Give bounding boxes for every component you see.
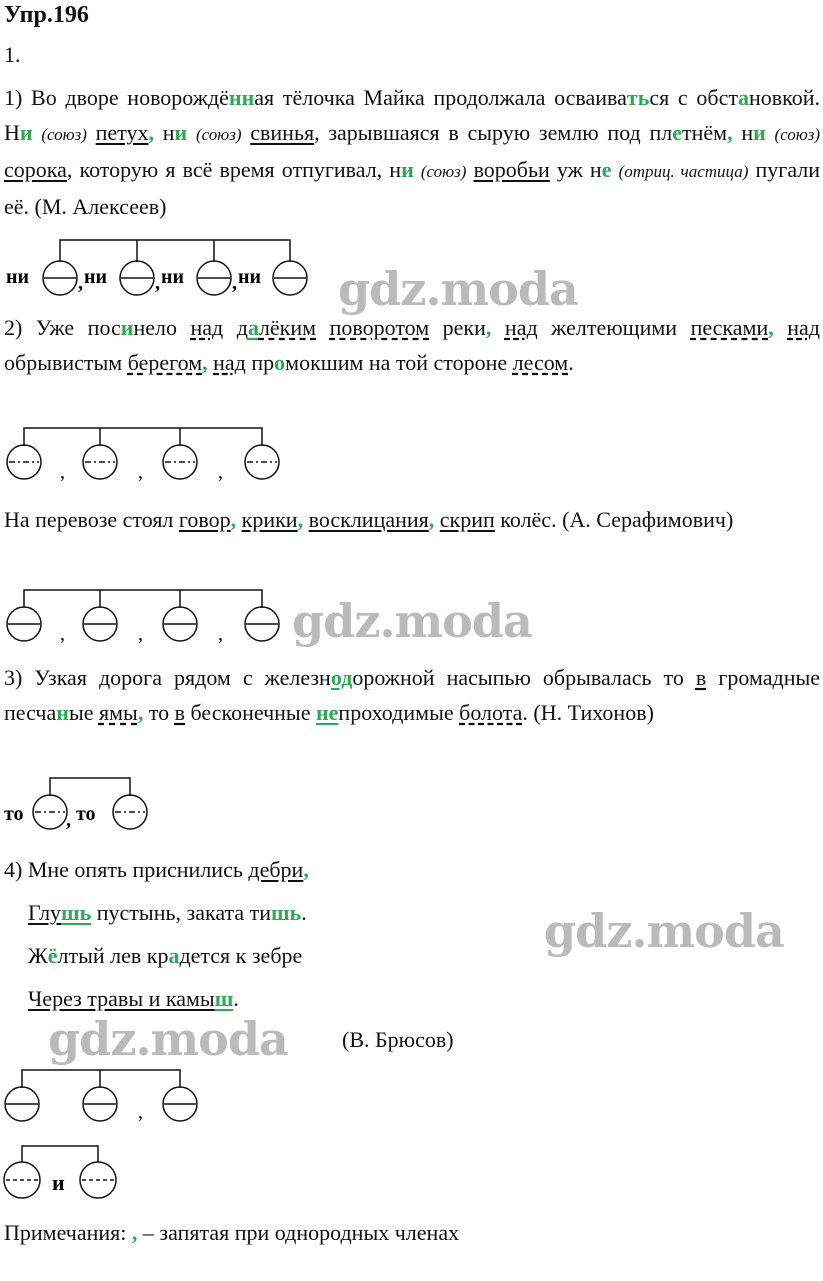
highlight-comma: , [428, 507, 435, 532]
note-union: (союз) [195, 125, 242, 144]
text: ся с обст [649, 85, 738, 110]
highlight: е [601, 157, 612, 182]
adverbial-word: лесом [512, 350, 569, 375]
adverbial-word: над [213, 350, 246, 375]
highlight: од [330, 665, 353, 690]
text: 1) Во дворе новорождё [4, 85, 229, 110]
author: (В. Брюсов) [342, 1027, 454, 1052]
highlight-comma: , [297, 507, 304, 532]
highlight: нн [228, 85, 255, 110]
scheme-conj: то [4, 803, 24, 825]
scheme-4 [0, 774, 170, 836]
scheme-comma: , [60, 623, 65, 645]
text: дется к зебре [179, 943, 303, 968]
highlight-comma: , [768, 315, 774, 340]
scheme-2 [0, 424, 300, 486]
text: колёс. [494, 507, 557, 532]
subject-word: дебри [248, 857, 304, 882]
text: . [301, 900, 307, 925]
subject-word: свинья [250, 120, 315, 145]
task-number: 1. [4, 42, 21, 67]
highlight: а [168, 943, 180, 968]
subject-word: говор [178, 507, 231, 532]
adverbial-word: песками [690, 315, 769, 340]
adverbial-word: берегом [127, 350, 203, 375]
adverbial-word: ямы [98, 700, 138, 725]
scheme-comma: , [60, 461, 65, 483]
subject-word: Глу [28, 900, 62, 925]
highlight-comma: , [202, 350, 208, 375]
adverbial-word: над [190, 315, 224, 340]
sentence-3 [4, 502, 820, 537]
watermark: gdz.moda [48, 1012, 288, 1066]
text: ая тёлочка Майка продолжала осваива [254, 85, 627, 110]
scheme-comma: , [218, 461, 223, 483]
highlight: и [120, 315, 134, 340]
adverbial-word: д [236, 315, 248, 340]
highlight: о [274, 350, 286, 375]
adverbial-word: в [174, 700, 186, 725]
text: пр [245, 350, 275, 375]
highlight: а [737, 85, 749, 110]
highlight: шь [271, 900, 302, 925]
highlight: н [56, 700, 69, 725]
text: проходимые [338, 700, 460, 725]
text: 3) Узкая дорога рядом с железн [4, 665, 331, 690]
text: н [389, 157, 402, 182]
subject-word: петух [95, 120, 149, 145]
subject-word: Через травы и камы [28, 986, 215, 1011]
subject-word: скрип [439, 507, 495, 532]
adverbial-word: над [787, 315, 820, 340]
text: . [522, 700, 528, 725]
text: . [233, 986, 239, 1011]
text: реки [429, 315, 486, 340]
text: обрывистым [4, 350, 128, 375]
text: На перевозе стоял [4, 507, 179, 532]
highlight-comma: , [137, 700, 144, 725]
text: Ж [28, 943, 48, 968]
scheme-comma: , [138, 461, 143, 483]
adverbial-word: над [504, 315, 538, 340]
subject-word: крики [241, 507, 298, 532]
scheme-conj: и [52, 1170, 65, 1195]
text: , зарывшаяся в сырую землю под пл [314, 120, 673, 145]
text: ые [68, 700, 99, 725]
scheme-comma: , [232, 272, 237, 294]
text: желтеющими [551, 315, 678, 340]
text: уж н [549, 157, 602, 182]
text: пустынь, заката ти [91, 900, 272, 925]
adverbial-word: лёким [258, 315, 317, 340]
highlight-comma: , [230, 507, 237, 532]
sentence-4 [4, 660, 820, 730]
exercise-title: Упр.196 [4, 2, 89, 28]
subject-word: сорока [4, 157, 67, 182]
text: то [143, 700, 175, 725]
adverbial-word: поворотом [329, 315, 430, 340]
text: мокшим на той стороне [285, 350, 508, 375]
text: н [741, 120, 754, 145]
scheme-comma: , [218, 623, 223, 645]
text: 4) Мне опять приснились [4, 857, 249, 882]
scheme-comma: , [78, 272, 83, 294]
highlight: и [19, 120, 33, 145]
watermark: gdz.moda [544, 904, 784, 958]
poem-line-3 [28, 938, 302, 973]
scheme-5b [0, 1140, 150, 1202]
text: громадные песча [4, 665, 821, 725]
highlight: ш [214, 986, 234, 1011]
scheme-5a [0, 1066, 210, 1128]
footnote-text: – запятая при однородных членах [137, 1220, 460, 1245]
note-union: (союз) [41, 125, 87, 144]
scheme-conj: ни [6, 266, 30, 288]
scheme-comma: , [138, 623, 143, 645]
scheme-3 [0, 586, 300, 648]
text: пугали её. (М. Алексеев) [4, 157, 821, 219]
highlight-comma: , [148, 120, 154, 145]
author: (А. Серафимович) [562, 507, 734, 532]
watermark: gdz.moda [338, 262, 578, 316]
highlight: ть [626, 85, 650, 110]
watermark: gdz.moda [292, 594, 532, 648]
text: тнём [682, 120, 728, 145]
poem-line-1 [4, 852, 309, 887]
note-neg-particle: (отриц. частица) [618, 162, 749, 181]
adverbial-word: болота [459, 700, 523, 725]
highlight: и [174, 120, 188, 145]
scheme-comma: , [155, 272, 160, 294]
poem-line-2 [28, 895, 307, 930]
sentence-1 [4, 80, 820, 224]
highlight: а [247, 315, 259, 340]
subject-word: воробьи [473, 157, 550, 182]
scheme-conj: ни [84, 266, 108, 288]
footnote-label: Примечания: [4, 1220, 132, 1245]
highlight: и [401, 157, 414, 182]
highlight: ё [47, 943, 58, 968]
highlight: шь [61, 900, 92, 925]
subject-word: восклицания [308, 507, 429, 532]
text: 2) Уже пос [4, 315, 121, 340]
footnote [4, 1220, 459, 1246]
highlight-comma: , [131, 1220, 138, 1245]
scheme-comma: , [138, 1101, 143, 1123]
highlight: и [753, 120, 766, 145]
scheme-comma: , [66, 809, 71, 831]
text: , которую я всё время отпугивал, [66, 157, 383, 182]
highlight: не [315, 700, 339, 725]
text: новкой. Н [4, 85, 820, 145]
note-union: (союз) [774, 125, 821, 144]
highlight-comma: , [303, 857, 309, 882]
text: нело [133, 315, 191, 340]
text: . [568, 350, 574, 375]
scheme-conj: ни [161, 266, 185, 288]
text: н [162, 120, 175, 145]
highlight: е [672, 120, 682, 145]
scheme-conj: ни [238, 266, 262, 288]
highlight-comma: , [485, 315, 492, 340]
text: лтый лев кр [57, 943, 169, 968]
adverbial-word: в [695, 665, 707, 690]
text: орожной насыпью обрывалась то [352, 665, 696, 690]
note-union: (союз) [420, 162, 467, 181]
highlight-comma: , [727, 120, 733, 145]
sentence-2 [4, 310, 820, 380]
scheme-1 [0, 232, 330, 302]
scheme-conj: то [76, 803, 96, 825]
author: (Н. Тихонов) [533, 700, 654, 725]
text: бесконечные [185, 700, 316, 725]
poem-line-4 [28, 981, 239, 1016]
